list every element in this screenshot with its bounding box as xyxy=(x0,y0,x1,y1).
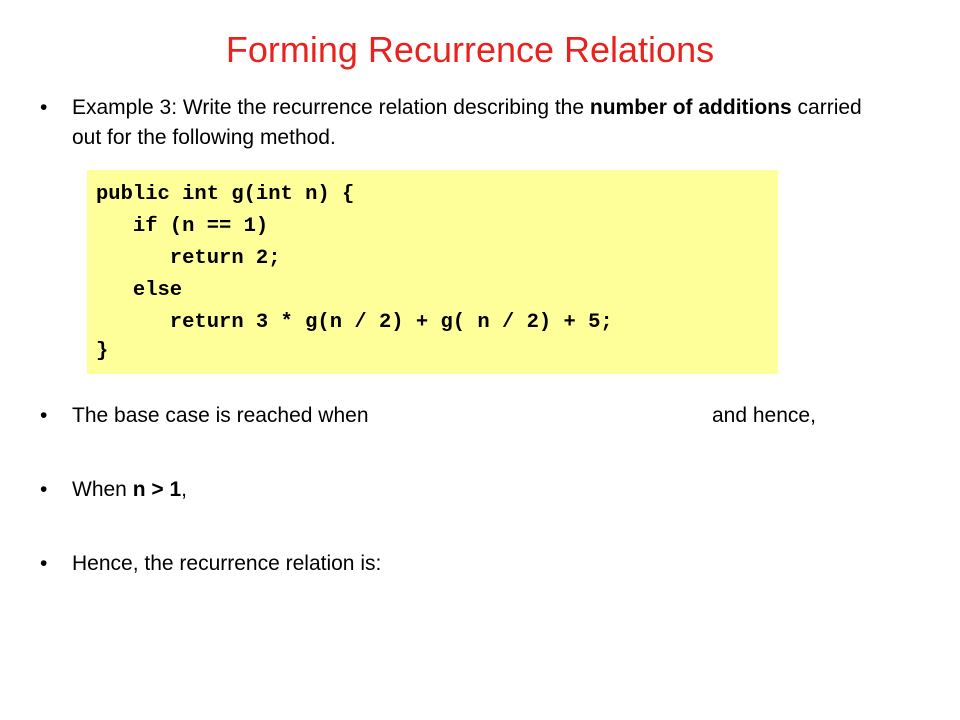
code-block xyxy=(87,170,778,374)
example-text xyxy=(72,93,872,153)
recursive-case-suffix: , xyxy=(181,478,187,501)
bullet-marker: • xyxy=(40,404,48,427)
slide-title: Forming Recurrence Relations xyxy=(225,29,715,70)
recursive-case-condition: n > 1 xyxy=(132,478,182,501)
code-line: if (n == 1) xyxy=(96,215,269,238)
recursive-case-text xyxy=(72,475,187,505)
recursive-case-prefix: When xyxy=(72,478,133,501)
code-line: } xyxy=(96,340,109,363)
code-line: public int g(int n) { xyxy=(96,183,355,206)
bullet-marker: • xyxy=(40,552,48,575)
example-text-bold: number of additions xyxy=(589,96,792,119)
bullet-example xyxy=(40,93,900,157)
base-case-suffix: and hence, xyxy=(712,404,816,427)
code-line: return 2; xyxy=(96,247,281,270)
base-case-text: The base case is reached when xyxy=(72,404,369,427)
bullet-marker: • xyxy=(40,478,48,501)
example-text-part1: Example 3: Write the recurrence relation describing the xyxy=(72,96,590,119)
bullet-base-case xyxy=(40,401,900,433)
bullet-marker: • xyxy=(40,96,48,119)
code-line: else xyxy=(96,279,183,302)
code-line: return 3 * g(n / 2) + g( n / 2) + 5; xyxy=(96,311,613,334)
conclusion-text: Hence, the recurrence relation is: xyxy=(72,552,382,575)
bullet-conclusion xyxy=(40,549,900,581)
example-text-part2: carried out for the following method. xyxy=(72,96,862,149)
bullet-recursive-case xyxy=(40,475,900,507)
